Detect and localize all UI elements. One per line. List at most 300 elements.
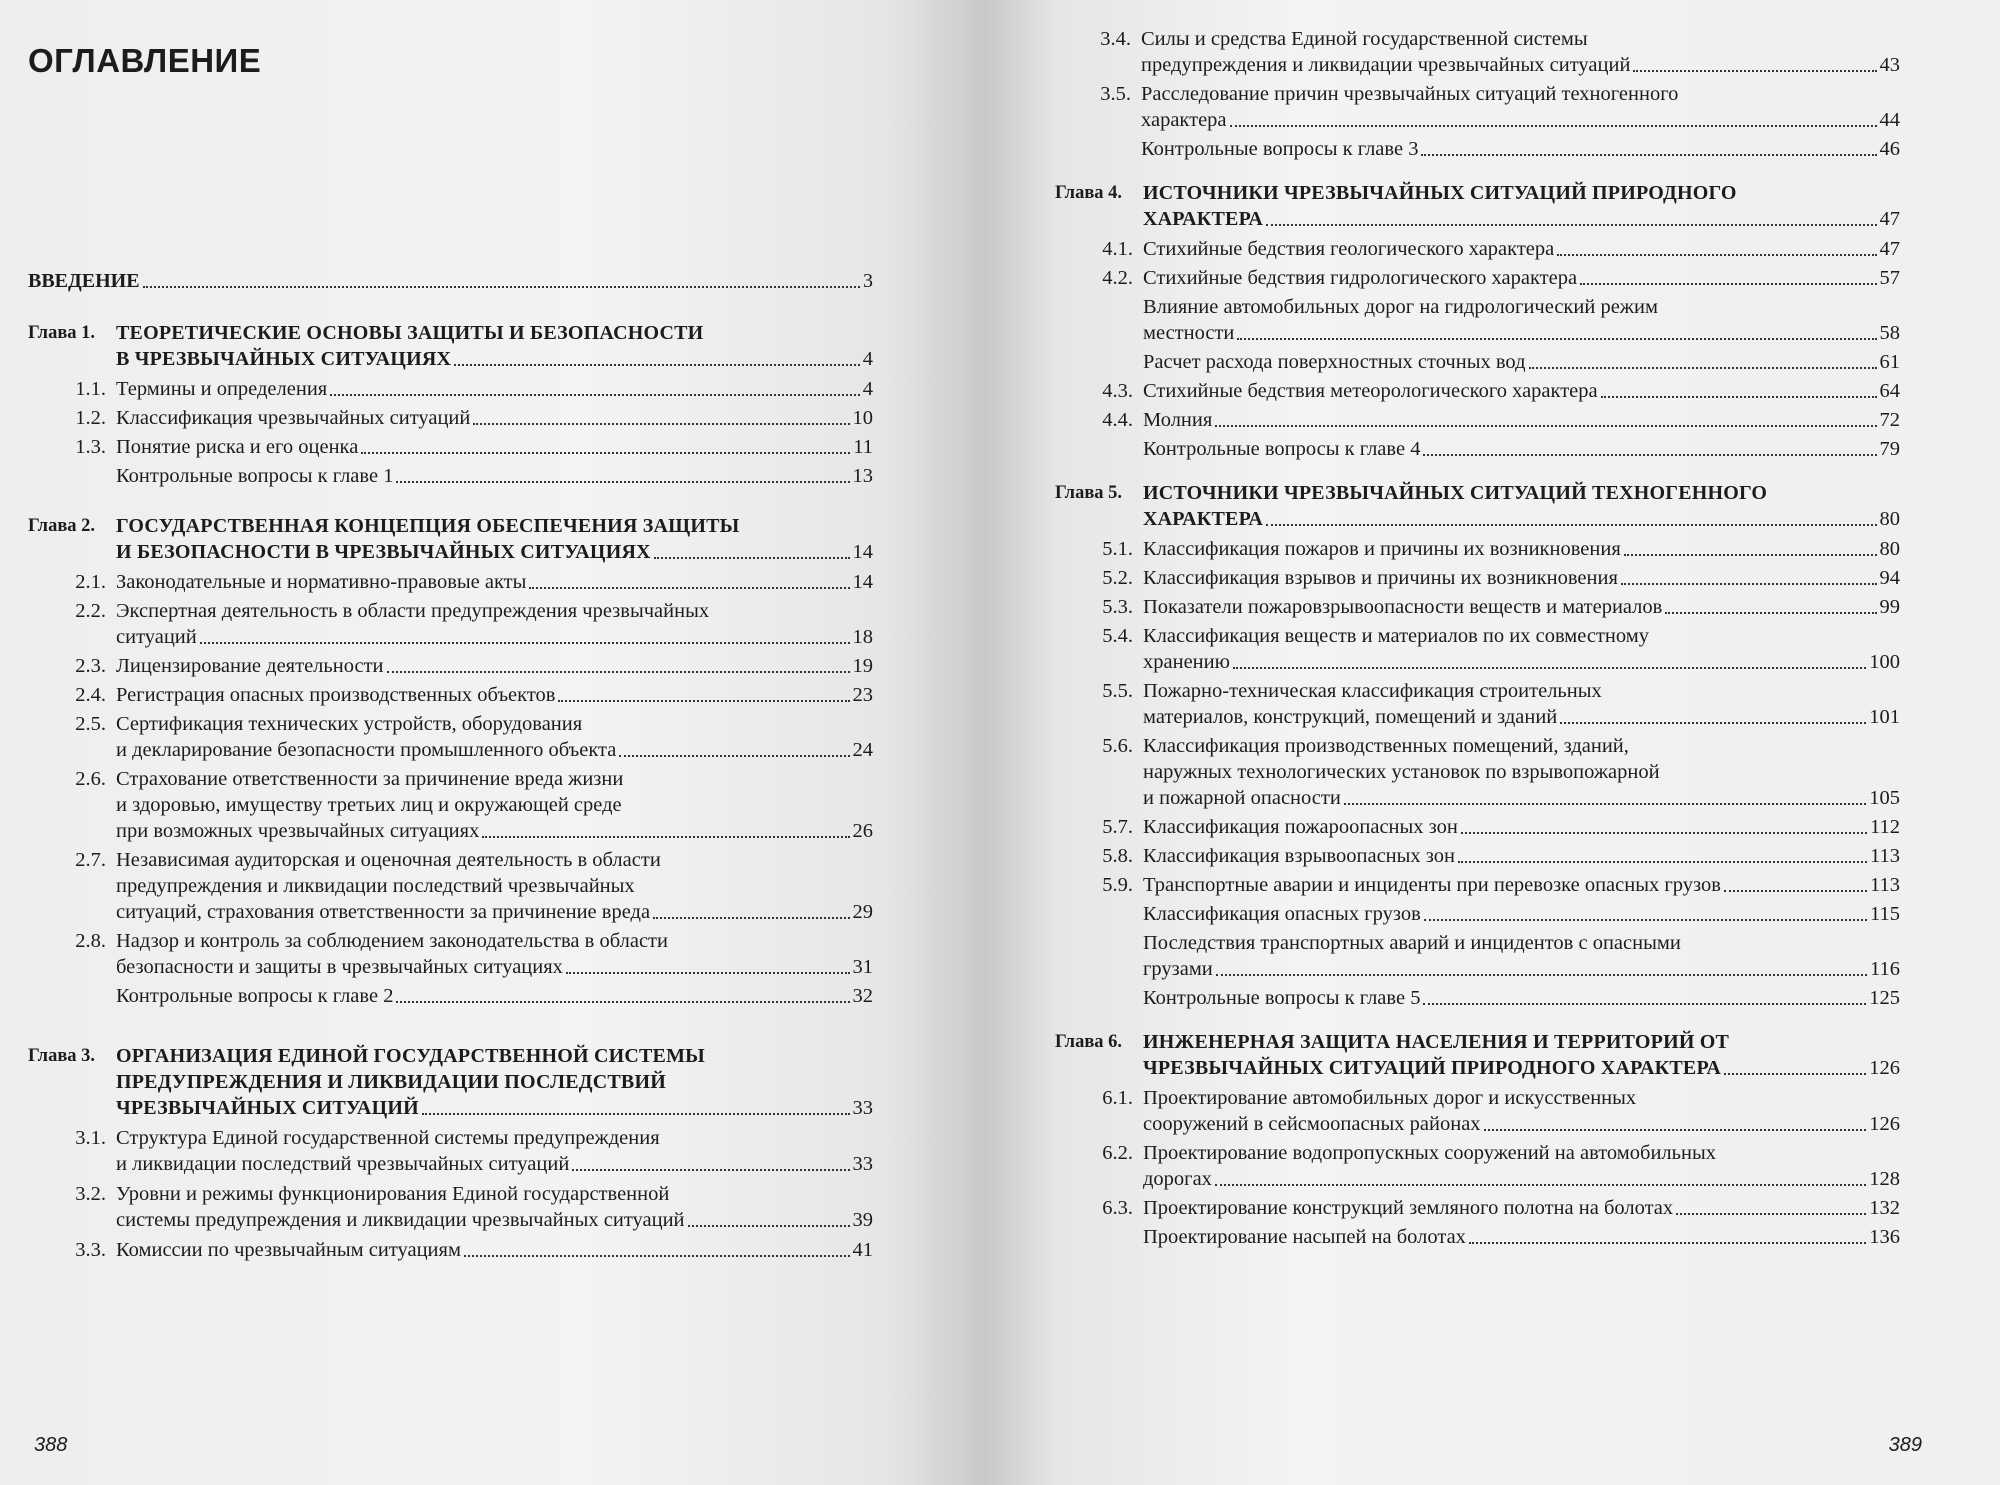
leader-dots — [1461, 832, 1867, 834]
chapter-page: 14 — [852, 541, 873, 563]
entry-number: 2.1. — [75, 571, 106, 593]
entry-page: 113 — [1870, 874, 1900, 896]
leader-dots — [1423, 1003, 1866, 1005]
leader-dots — [1215, 425, 1876, 427]
entry-page: 19 — [852, 655, 873, 677]
chapter-title-line: ИНЖЕНЕРНАЯ ЗАЩИТА НАСЕЛЕНИЯ И ТЕРРИТОРИЙ ОТ — [1143, 1031, 1730, 1053]
entry-number: 6.1. — [1102, 1087, 1133, 1109]
chapter-title-last — [1143, 1055, 1900, 1081]
entry-page: 61 — [1879, 351, 1900, 373]
chapter-items — [28, 1125, 873, 1263]
chapter-title-line: ЧРЕЗВЫЧАЙНЫХ СИТУАЦИЙ — [116, 1097, 419, 1119]
toc-entry[interactable] — [1085, 294, 1900, 346]
chapter-page: 80 — [1879, 508, 1900, 530]
chapter-title-line: ГОСУДАРСТВЕННАЯ КОНЦЕПЦИЯ ОБЕСПЕЧЕНИЯ ЗАЩИТЫ — [116, 515, 740, 537]
intro-page: 3 — [863, 270, 873, 292]
entry-number: 5.7. — [1102, 816, 1133, 838]
chapter-3-continued — [1055, 26, 1900, 162]
leader-dots — [619, 755, 849, 757]
leader-dots — [1724, 890, 1867, 892]
toc-entry[interactable] — [1085, 594, 1900, 620]
entry-body — [1143, 1085, 1900, 1137]
entry-page: 32 — [852, 985, 873, 1007]
leader-dots — [1215, 1184, 1866, 1186]
entry-number: 4.4. — [1102, 409, 1133, 431]
entry-body — [116, 405, 873, 431]
entry-last-line — [1143, 843, 1900, 869]
entry-body — [1143, 594, 1900, 620]
entry-last-line — [116, 899, 873, 925]
entry-number: 4.3. — [1102, 380, 1133, 402]
leader-dots — [1580, 283, 1876, 285]
entry-text-line: Классификация пожаров и причины их возникновения — [1143, 538, 1621, 560]
toc-entry[interactable] — [1085, 236, 1900, 262]
entry-number: 5.5. — [1102, 680, 1133, 702]
entry-text-line: Надзор и контроль за соблюдением законодательства в области — [116, 930, 668, 952]
toc-entry[interactable] — [58, 598, 873, 650]
right-page — [985, 0, 2000, 1485]
left-page — [0, 0, 985, 1485]
entry-body — [1143, 1140, 1900, 1192]
toc-entry[interactable] — [1083, 81, 1900, 133]
entry-body — [1143, 814, 1900, 840]
entry-text-line: Лицензирование деятельности — [116, 655, 384, 677]
chapter-6 — [1055, 1029, 1900, 1250]
entry-text-line: и декларирование безопасности промышленного объекта — [116, 739, 617, 761]
leader-dots — [1421, 154, 1876, 156]
leader-dots — [1266, 524, 1876, 526]
chapter-5 — [1055, 480, 1900, 1011]
entry-number: 2.3. — [75, 655, 106, 677]
entry-text-line: Последствия транспортных аварий и инцидентов с опасными — [1143, 932, 1681, 954]
entry-number: 3.4. — [1100, 28, 1131, 50]
entry-page: 79 — [1879, 438, 1900, 460]
leader-dots — [1560, 722, 1866, 724]
entry-last-line — [1143, 872, 1900, 898]
chapter-label: Глава 6. — [1055, 1032, 1123, 1052]
entry-text-line: Законодательные и нормативно-правовые акты — [116, 571, 527, 593]
entry-number: 2.5. — [75, 713, 106, 735]
toc-entry[interactable] — [58, 847, 873, 925]
chapter-title-line: ХАРАКТЕРА — [1143, 508, 1264, 530]
toc-intro[interactable] — [28, 268, 873, 294]
leader-dots — [1237, 338, 1876, 340]
entry-page: 113 — [1870, 845, 1900, 867]
entry-last-line — [116, 653, 873, 679]
entry-body — [1143, 294, 1900, 346]
toc-entry[interactable] — [58, 1125, 873, 1177]
entry-page: 11 — [853, 436, 873, 458]
toc-heading: ОГЛАВЛЕНИЕ — [28, 42, 262, 79]
toc-entry[interactable] — [1085, 678, 1900, 730]
entry-number: 5.2. — [1102, 567, 1133, 589]
chapter-items — [28, 376, 873, 489]
entry-number: 2.4. — [75, 684, 106, 706]
entry-number: 2.7. — [75, 849, 106, 871]
entry-last-line — [1143, 985, 1900, 1011]
toc-entry[interactable] — [58, 569, 873, 595]
chapter-title-last — [116, 1095, 873, 1121]
entry-body — [1143, 265, 1900, 291]
leader-dots — [1557, 254, 1876, 256]
entry-body — [116, 598, 873, 650]
entry-number: 2.2. — [75, 600, 106, 622]
chapter-title-line: ПРЕДУПРЕЖДЕНИЯ И ЛИКВИДАЦИИ ПОСЛЕДСТВИЙ — [116, 1071, 666, 1093]
chapter-label: Глава 3. — [28, 1046, 96, 1066]
entry-last-line — [116, 405, 873, 431]
entry-text-line: Комиссии по чрезвычайным ситуациям — [116, 1239, 461, 1261]
entry-last-line — [1143, 956, 1900, 982]
entry-last-line — [116, 463, 873, 489]
entry-last-line — [116, 624, 873, 650]
entry-body — [1143, 623, 1900, 675]
toc-entry[interactable] — [58, 463, 873, 489]
entry-number: 1.2. — [75, 407, 106, 429]
entry-text-line: предупреждения и ликвидации чрезвычайных ситуаций — [1141, 54, 1631, 76]
entry-last-line — [1143, 814, 1900, 840]
entry-page: 33 — [852, 1153, 873, 1175]
entry-body — [116, 847, 873, 925]
entry-text-line: предупреждения и ликвидации последствий чрезвычайных — [116, 875, 635, 897]
toc-entry[interactable] — [1085, 436, 1900, 462]
entry-page: 115 — [1870, 903, 1900, 925]
entry-text-line: характера — [1141, 109, 1227, 131]
entry-last-line — [1143, 704, 1900, 730]
leader-dots — [1469, 1242, 1866, 1244]
toc-entry[interactable] — [58, 405, 873, 431]
entry-body — [116, 682, 873, 708]
entry-number: 5.4. — [1102, 625, 1133, 647]
entry-page: 23 — [852, 684, 873, 706]
toc-entry[interactable] — [58, 766, 873, 844]
entry-text-line: ситуаций, страхования ответственности за причинение вреда — [116, 901, 651, 923]
entry-page: 4 — [862, 378, 873, 400]
leader-dots — [1266, 224, 1876, 226]
entry-page: 126 — [1869, 1113, 1900, 1135]
leader-dots — [1230, 125, 1877, 127]
toc-entry[interactable] — [58, 653, 873, 679]
entry-body — [1143, 236, 1900, 262]
toc-entry[interactable] — [1085, 1224, 1900, 1250]
entry-text-line: безопасности и защиты в чрезвычайных ситуациях — [116, 956, 563, 978]
entry-body — [1143, 378, 1900, 404]
entry-last-line — [1141, 136, 1900, 162]
chapter-3 — [28, 1043, 873, 1263]
entry-text-line: Структура Единой государственной системы предупреждения — [116, 1127, 660, 1149]
entry-text-line: Контрольные вопросы к главе 4 — [1143, 438, 1421, 460]
entry-page: 136 — [1869, 1226, 1900, 1248]
leader-dots — [654, 557, 850, 559]
chapter-4 — [1055, 180, 1900, 462]
entry-body — [1143, 985, 1900, 1011]
entry-body — [116, 711, 873, 763]
entry-text-line: и пожарной опасности — [1143, 787, 1341, 809]
entry-number: 3.1. — [75, 1127, 106, 1149]
entry-body — [1143, 1195, 1900, 1221]
entry-number: 5.8. — [1102, 845, 1133, 867]
entry-last-line — [1143, 320, 1900, 346]
chapter-title-line: И БЕЗОПАСНОСТИ В ЧРЕЗВЫЧАЙНЫХ СИТУАЦИЯХ — [116, 541, 651, 563]
entry-body — [1141, 136, 1900, 162]
entry-text-line: Контрольные вопросы к главе 5 — [1143, 987, 1421, 1009]
chapter-items — [1055, 1085, 1900, 1250]
entry-text-line: Влияние автомобильных дорог на гидрологический режим — [1143, 296, 1658, 318]
toc-entry[interactable] — [58, 983, 873, 1009]
entry-page: 57 — [1879, 267, 1900, 289]
entry-last-line — [1143, 436, 1900, 462]
entry-page: 125 — [1869, 987, 1900, 1009]
toc-entry[interactable] — [1085, 985, 1900, 1011]
toc-entry[interactable] — [58, 1181, 873, 1233]
entry-body — [1143, 678, 1900, 730]
chapter-title-block — [116, 513, 873, 565]
entry-number: 2.8. — [75, 930, 106, 952]
entry-page: 10 — [852, 407, 873, 429]
entry-text-line: Силы и средства Единой государственной системы — [1141, 28, 1588, 50]
leader-dots — [143, 286, 860, 288]
leader-dots — [1216, 974, 1867, 976]
leader-dots — [1484, 1129, 1867, 1131]
entry-last-line — [1143, 649, 1900, 675]
page-number-left: 388 — [34, 1434, 68, 1456]
chapter-label: Глава 1. — [28, 323, 96, 343]
chapter-page: 4 — [862, 348, 873, 370]
entry-text-line: Проектирование водопропускных сооружений на автомобильных — [1143, 1142, 1716, 1164]
entry-text-line: Стихийные бедствия метеорологического характера — [1143, 380, 1598, 402]
entry-page: 18 — [852, 626, 873, 648]
entry-number: 1.3. — [75, 436, 106, 458]
entry-body — [116, 569, 873, 595]
leader-dots — [572, 1169, 849, 1171]
chapter-items — [1055, 536, 1900, 1011]
entry-text-line: Регистрация опасных производственных объектов — [116, 684, 556, 706]
entry-text-line: Понятие риска и его оценка — [116, 436, 359, 458]
toc-entry[interactable] — [1085, 930, 1900, 982]
entry-body — [116, 434, 873, 460]
toc-entry[interactable] — [58, 928, 873, 980]
entry-page: 64 — [1879, 380, 1900, 402]
toc-entry[interactable] — [1085, 1195, 1900, 1221]
entry-body — [1143, 733, 1900, 811]
chapter-title-line: ТЕОРЕТИЧЕСКИЕ ОСНОВЫ ЗАЩИТЫ И БЕЗОПАСНОСТИ — [116, 322, 704, 344]
entry-text-line: Стихийные бедствия геологического характера — [1143, 238, 1555, 260]
entry-body — [1143, 536, 1900, 562]
chapter-page: 126 — [1869, 1057, 1900, 1079]
entry-body — [1141, 26, 1900, 78]
entry-page: 94 — [1879, 567, 1900, 589]
toc-entry[interactable] — [58, 682, 873, 708]
toc-entry[interactable] — [58, 376, 873, 402]
entry-text-line: хранению — [1143, 651, 1230, 673]
toc-entry[interactable] — [1085, 265, 1900, 291]
toc-entry[interactable] — [1085, 872, 1900, 898]
entry-number: 5.1. — [1102, 538, 1133, 560]
entry-page: 100 — [1869, 651, 1900, 673]
entry-body — [116, 1125, 873, 1177]
leader-dots — [566, 972, 850, 974]
entry-last-line — [1143, 407, 1900, 433]
entry-body — [116, 463, 873, 489]
leader-dots — [558, 700, 849, 702]
leader-dots — [1676, 1213, 1866, 1215]
intro-title: ВВЕДЕНИЕ — [28, 270, 140, 292]
entry-text-line: Молния — [1143, 409, 1213, 431]
toc-entry[interactable] — [58, 711, 873, 763]
entry-last-line — [116, 983, 873, 1009]
entry-number: 6.2. — [1102, 1142, 1133, 1164]
toc-entry[interactable] — [1085, 901, 1900, 927]
leader-dots — [473, 423, 849, 425]
chapter-title-line: ОРГАНИЗАЦИЯ ЕДИНОЙ ГОСУДАРСТВЕННОЙ СИСТЕМЫ — [116, 1045, 706, 1067]
chapter-heading[interactable] — [28, 513, 873, 565]
toc-entry[interactable] — [1085, 536, 1900, 562]
entry-text-line: дорогах — [1143, 1168, 1212, 1190]
entry-text-line: системы предупреждения и ликвидации чрезвычайных ситуаций — [116, 1209, 685, 1231]
entry-body — [1141, 81, 1900, 133]
entry-text-line: местности — [1143, 322, 1235, 344]
toc-entry[interactable] — [1085, 623, 1900, 675]
entry-text-line: Классификация чрезвычайных ситуаций — [116, 407, 471, 429]
entry-body — [1143, 349, 1900, 375]
entry-page: 31 — [852, 956, 873, 978]
entry-page: 128 — [1869, 1168, 1900, 1190]
toc-entry[interactable] — [1085, 843, 1900, 869]
entry-last-line — [1143, 1224, 1900, 1250]
toc-entry[interactable] — [1085, 1140, 1900, 1192]
entry-body — [116, 1237, 873, 1263]
entry-last-line — [1143, 785, 1900, 811]
leader-dots — [529, 587, 849, 589]
chapter-title-line: ИСТОЧНИКИ ЧРЕЗВЫЧАЙНЫХ СИТУАЦИЙ ТЕХНОГЕННОГО — [1143, 482, 1768, 504]
entry-text-line: Сертификация технических устройств, оборудования — [116, 713, 583, 735]
entry-text-line: Проектирование насыпей на болотах — [1143, 1226, 1466, 1248]
entry-last-line — [1143, 1195, 1900, 1221]
chapter-title-block — [1143, 1029, 1900, 1081]
leader-dots — [1458, 861, 1867, 863]
leader-dots — [1633, 70, 1876, 72]
entry-last-line — [1143, 236, 1900, 262]
entry-text-line: Независимая аудиторская и оценочная деятельность в области — [116, 849, 661, 871]
entry-text-line: Проектирование автомобильных дорог и искусственных — [1143, 1087, 1637, 1109]
entry-last-line — [116, 376, 873, 402]
entry-text-line: наружных технологических установок по взрывопожарной — [1143, 761, 1660, 783]
entry-body — [1143, 565, 1900, 591]
toc-entry[interactable] — [1085, 565, 1900, 591]
entry-last-line — [116, 818, 873, 844]
entry-text-line: Уровни и режимы функционирования Единой государственной — [116, 1183, 670, 1205]
chapter-heading[interactable] — [1055, 480, 1900, 532]
entry-page: 24 — [852, 739, 873, 761]
entry-text-line: при возможных чрезвычайных ситуациях — [116, 820, 480, 842]
chapter-page: 33 — [852, 1097, 873, 1119]
leader-dots — [422, 1113, 850, 1115]
entry-text-line: ситуаций — [116, 626, 197, 648]
entry-text-line: Контрольные вопросы к главе 3 — [1141, 138, 1419, 160]
entry-text-line: Транспортные аварии и инциденты при перевозке опасных грузов — [1143, 874, 1721, 896]
entry-body — [116, 928, 873, 980]
leader-dots — [330, 394, 860, 396]
entry-text-line: Страхование ответственности за причинение вреда жизни — [116, 768, 624, 790]
leader-dots — [1529, 367, 1877, 369]
chapter-page: 47 — [1879, 208, 1900, 230]
entry-page: 101 — [1869, 706, 1900, 728]
chapter-title-line: ИСТОЧНИКИ ЧРЕЗВЫЧАЙНЫХ СИТУАЦИЙ ПРИРОДНОГО — [1143, 182, 1737, 204]
chapter-title-last — [1143, 506, 1900, 532]
toc-entry[interactable] — [1083, 136, 1900, 162]
entry-text-line: Классификация взрывоопасных зон — [1143, 845, 1455, 867]
chapter-heading[interactable] — [28, 320, 873, 372]
chapter-title-line: ХАРАКТЕРА — [1143, 208, 1264, 230]
entry-page: 14 — [852, 571, 873, 593]
entry-page: 99 — [1879, 596, 1900, 618]
entry-text-line: Классификация пожароопасных зон — [1143, 816, 1458, 838]
entry-page: 132 — [1869, 1197, 1900, 1219]
toc-entry[interactable] — [1083, 26, 1900, 78]
chapter-heading[interactable] — [1055, 180, 1900, 232]
entry-body — [1143, 407, 1900, 433]
entry-number: 5.9. — [1102, 874, 1133, 896]
entry-last-line — [1143, 1166, 1900, 1192]
entry-page: 80 — [1879, 538, 1900, 560]
leader-dots — [688, 1225, 850, 1227]
leader-dots — [482, 836, 849, 838]
entry-text-line: грузами — [1143, 958, 1213, 980]
toc-entry[interactable] — [58, 434, 873, 460]
toc-entry[interactable] — [58, 1237, 873, 1263]
entry-page: 112 — [1870, 816, 1900, 838]
toc-entry[interactable] — [1085, 349, 1900, 375]
entry-last-line — [1143, 349, 1900, 375]
entry-text-line: Термины и определения — [116, 378, 328, 400]
entry-last-line — [116, 737, 873, 763]
entry-text-line: Проектирование конструкций земляного полотна на болотах — [1143, 1197, 1674, 1219]
entry-text-line: материалов, конструкций, помещений и зданий — [1143, 706, 1558, 728]
entry-last-line — [1143, 536, 1900, 562]
entry-text-line: Контрольные вопросы к главе 2 — [116, 985, 394, 1007]
toc-entry[interactable] — [1085, 378, 1900, 404]
toc-entry[interactable] — [1085, 814, 1900, 840]
toc-entry[interactable] — [1085, 733, 1900, 811]
entry-last-line — [1141, 52, 1900, 78]
entry-page: 47 — [1879, 238, 1900, 260]
entry-page: 44 — [1879, 109, 1900, 131]
entry-text-line: Классификация опасных грузов — [1143, 903, 1421, 925]
leader-dots — [1665, 612, 1876, 614]
chapter-heading[interactable] — [28, 1043, 873, 1121]
chapter-label: Глава 4. — [1055, 183, 1123, 203]
leader-dots — [464, 1255, 850, 1257]
entry-last-line — [116, 954, 873, 980]
entry-last-line — [116, 1207, 873, 1233]
chapter-heading[interactable] — [1055, 1029, 1900, 1081]
leader-dots — [1621, 583, 1877, 585]
chapter-title-line: ЧРЕЗВЫЧАЙНЫХ СИТУАЦИЙ ПРИРОДНОГО ХАРАКТЕРА — [1143, 1057, 1721, 1079]
entry-last-line — [1143, 565, 1900, 591]
chapter-title-block — [1143, 180, 1900, 232]
entry-last-line — [116, 434, 873, 460]
page-number-right: 389 — [1888, 1434, 1922, 1456]
leader-dots — [1724, 1073, 1866, 1075]
entry-number: 1.1. — [75, 378, 106, 400]
entry-page: 13 — [852, 465, 873, 487]
leader-dots — [454, 364, 860, 366]
entry-last-line — [1143, 378, 1900, 404]
chapter-title-last — [116, 539, 873, 565]
entry-last-line — [116, 569, 873, 595]
entry-body — [116, 1181, 873, 1233]
toc-entry[interactable] — [1085, 407, 1900, 433]
toc-entry[interactable] — [1085, 1085, 1900, 1137]
